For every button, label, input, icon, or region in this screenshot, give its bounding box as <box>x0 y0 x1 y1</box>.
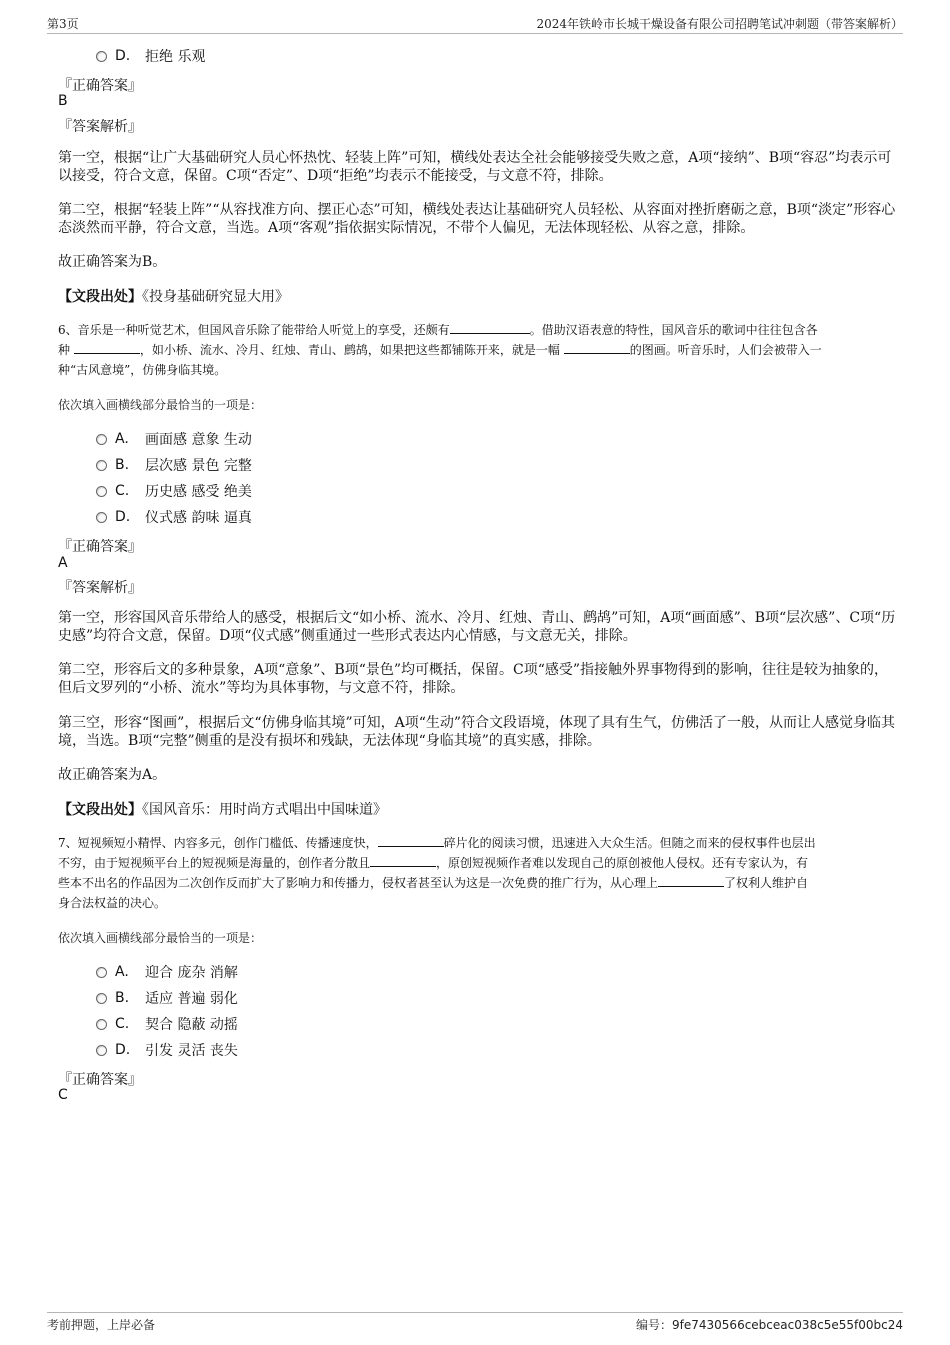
q6-analysis-para-1: 第一空，形容国风音乐带给人的感受，根据后文“如小桥、流水、冷月、红烛、青山、鹧鸪”可知，A项“画面感”、B项“层次感”、C项“历史感”均符合文意，保留。D项“仪式感”侧重通过一些形式表达内心情感，与文意无关，排除。 <box>58 610 896 644</box>
fill-blank-2 <box>74 341 140 354</box>
q7-stem <box>58 833 896 913</box>
source-title: 《国风音乐：用时尚方式唱出中国味道》 <box>142 802 387 818</box>
code-value: 9fe7430566cebceac038c5e55f00bc24 <box>672 1318 903 1332</box>
option-letter: B. <box>115 990 130 1006</box>
q5-answer: B <box>58 93 68 109</box>
fill-blank-1 <box>450 321 530 334</box>
option-letter: A. <box>115 431 129 447</box>
option-text: 层次感 景色 完整 <box>145 458 252 474</box>
option-letter: B. <box>115 457 130 473</box>
q5-source <box>58 286 289 306</box>
stem-text: 6、音乐是一种听觉艺术，但国风音乐除了能带给人听觉上的享受，还颇有 <box>58 323 450 337</box>
q6-option-b[interactable] <box>96 455 252 475</box>
radio-icon[interactable] <box>96 460 107 471</box>
q5-analysis-para-1: 第一空，根据“让广大基础研究人员心怀热忱、轻装上阵”可知，横线处表达全社会能够接受失败之意，A项“接纳”、B项“容忍”均表示可以接受，符合文意，保留。C项“否定”、D项“拒绝”均表示不能接受，与文意不符，排除。 <box>58 150 892 184</box>
q6-analysis-para-2: 第二空，形容后文的多种景象，A项“意象”、B项“景色”均可概括，保留。C项“感受”指接触外界事物得到的影响，往往是较为抽象的，但后文罗列的“小桥、流水”等均为具体事物，与文意不符，排除。 <box>58 662 889 696</box>
option-text: 引发 灵活 丧失 <box>145 1043 238 1059</box>
option-text: 仪式感 韵味 逼真 <box>145 510 252 526</box>
q5-conclusion: 故正确答案为B。 <box>58 254 167 270</box>
q6-option-d[interactable] <box>96 507 252 527</box>
fill-blank-2 <box>370 854 436 867</box>
radio-icon[interactable] <box>96 434 107 445</box>
stem-text: ，原创短视频作者难以发现自己的原创被他人侵权。还有专家认为，有 <box>436 856 809 870</box>
fill-blank-1 <box>378 834 444 847</box>
stem-text: 不穷，由于短视频平台上的短视频是海量的，创作者分散且 <box>58 856 371 870</box>
source-title: 《投身基础研究显大用》 <box>142 289 289 305</box>
q6-option-a[interactable] <box>96 429 252 449</box>
fill-blank-3 <box>658 874 724 887</box>
source-label: 【文段出处】 <box>58 289 142 305</box>
q6-analysis-para-3: 第三空，形容“图画”，根据后文“仿佛身临其境”可知，A项“生动”符合文段语境，体现了具有生气，仿佛活了一般，从而让人感觉身临其境，当选。B项“完整”侧重的是没有损坏和残缺，无法体现“身临其境”的真实感，排除。 <box>58 715 896 749</box>
option-letter: D. <box>115 509 131 525</box>
stem-text: 了权利人维护自 <box>724 876 809 890</box>
q5-analysis-label: 『答案解析』 <box>58 119 142 135</box>
option-letter: C. <box>115 1016 130 1032</box>
q7-option-c[interactable] <box>96 1014 238 1034</box>
code-label: 编号： <box>636 1318 673 1332</box>
q7-option-d[interactable] <box>96 1040 238 1060</box>
option-text: 历史感 感受 绝美 <box>145 484 252 500</box>
q7-option-a[interactable] <box>96 962 238 982</box>
option-text: 适应 普遍 弱化 <box>145 991 238 1007</box>
option-text: 拒绝 乐观 <box>145 49 206 65</box>
page-footer <box>47 1312 903 1333</box>
radio-icon[interactable] <box>96 967 107 978</box>
option-letter: D. <box>115 48 131 64</box>
fill-blank-3 <box>564 341 630 354</box>
stem-text: 的图画。听音乐时，人们会被带入一 <box>629 343 822 357</box>
radio-icon[interactable] <box>96 1019 107 1030</box>
q5-answer-label: 『正确答案』 <box>58 78 142 94</box>
radio-icon[interactable] <box>96 51 107 62</box>
stem-text: 些本不出名的作品因为二次创作反而扩大了影响力和传播力，侵权者甚至认为这是一次免费的推广行为，从心理上 <box>58 876 659 890</box>
option-letter: A. <box>115 964 129 980</box>
radio-icon[interactable] <box>96 993 107 1004</box>
q6-option-c[interactable] <box>96 481 252 501</box>
q6-instruction: 依次填入画横线部分最恰当的一项是： <box>58 398 263 412</box>
option-letter: D. <box>115 1042 131 1058</box>
radio-icon[interactable] <box>96 512 107 523</box>
q7-option-b[interactable] <box>96 988 238 1008</box>
q5-option-d[interactable] <box>96 46 205 66</box>
page-header <box>47 15 903 34</box>
q7-instruction: 依次填入画横线部分最恰当的一项是： <box>58 931 263 945</box>
page-number: 第3页 <box>47 17 79 31</box>
q6-conclusion: 故正确答案为A。 <box>58 767 167 783</box>
q6-stem <box>58 320 896 380</box>
footer-slogan: 考前押题，上岸必备 <box>47 1318 156 1332</box>
option-text: 迎合 庞杂 消解 <box>145 965 238 981</box>
stem-text: 。借助汉语表意的特性，国风音乐的歌词中往往包含各 <box>529 323 818 337</box>
footer-code <box>636 1316 903 1333</box>
q6-answer-label: 『正确答案』 <box>58 539 142 555</box>
q7-answer-label: 『正确答案』 <box>58 1072 142 1088</box>
document-title: 2024年铁岭市长城干燥设备有限公司招聘笔试冲刺题（带答案解析） <box>536 17 903 31</box>
stem-text: 种 <box>58 343 71 357</box>
q6-analysis-label: 『答案解析』 <box>58 580 142 596</box>
stem-text: ，如小桥、流水、冷月、红烛、青山、鹧鸪，如果把这些都铺陈开来，就是一幅 <box>139 343 560 357</box>
q6-answer: A <box>58 555 68 571</box>
stem-text: 碎片化的阅读习惯，迅速进入大众生活。但随之而来的侵权事件也层出 <box>443 836 816 850</box>
stem-text: 7、短视频短小精悍、内容多元，创作门槛低、传播速度快， <box>58 836 378 850</box>
stem-text: 身合法权益的决心。 <box>58 896 167 910</box>
source-label: 【文段出处】 <box>58 802 142 818</box>
option-letter: C. <box>115 483 130 499</box>
option-text: 契合 隐蔽 动摇 <box>145 1017 238 1033</box>
q7-answer: C <box>58 1087 68 1103</box>
option-text: 画面感 意象 生动 <box>145 432 252 448</box>
radio-icon[interactable] <box>96 1045 107 1056</box>
stem-text: 种“古风意境”，仿佛身临其境。 <box>58 363 227 377</box>
radio-icon[interactable] <box>96 486 107 497</box>
q5-analysis-para-2: 第二空，根据“轻装上阵”“从容找准方向、摆正心态”可知，横线处表达让基础研究人员轻松、从容面对挫折磨砺之意，B项“淡定”形容心态淡然而平静，符合文意，当选。A项“客观”指依据实际情况，不带个人偏见，无法体现轻松、从容之意，排除。 <box>58 202 896 236</box>
q6-source <box>58 799 387 819</box>
